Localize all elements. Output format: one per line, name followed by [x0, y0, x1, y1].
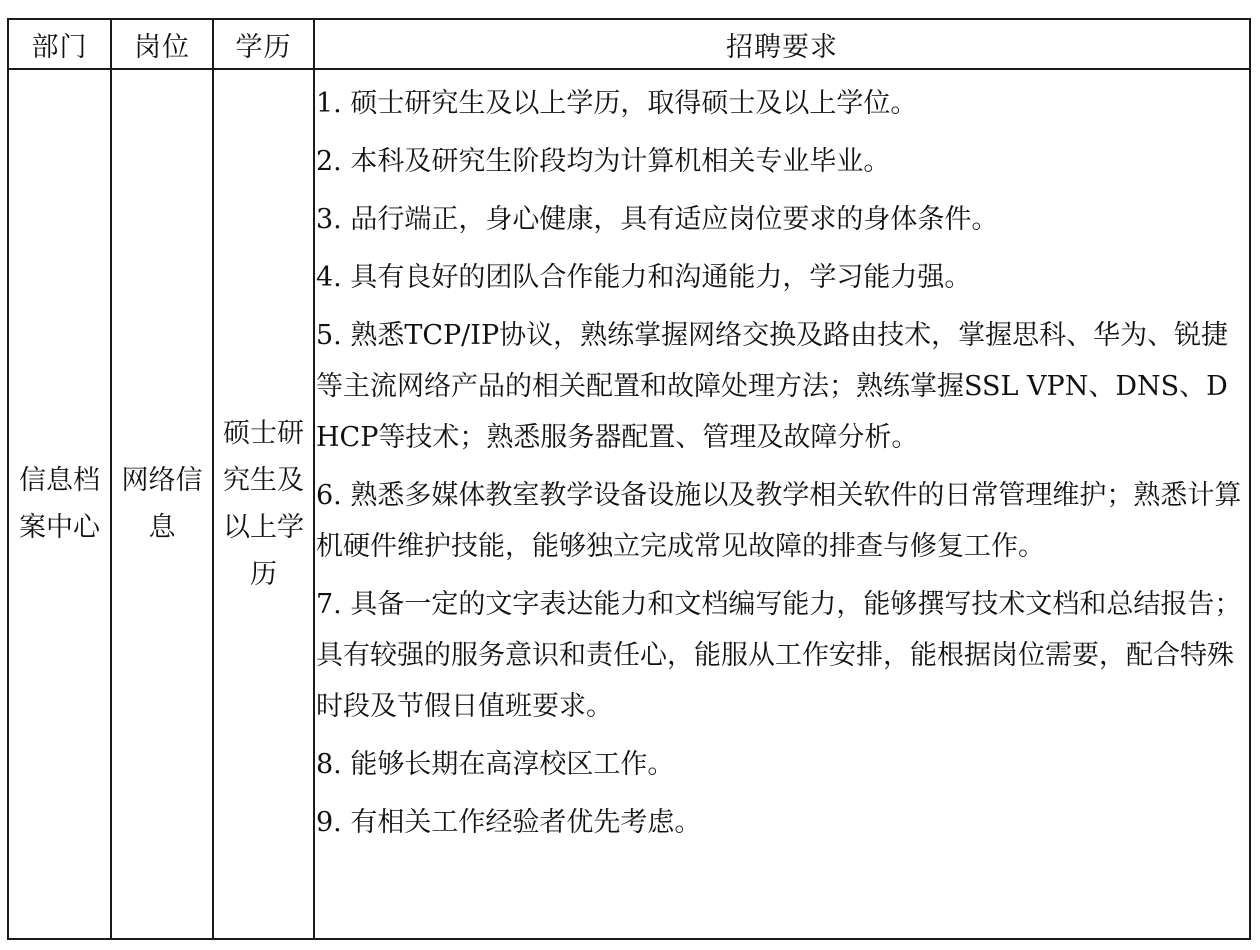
header-department: 部门: [31, 31, 88, 63]
cell-position: 网络信息: [121, 465, 203, 543]
column-divider: [313, 20, 315, 938]
cell-department: 信息档案中心: [19, 465, 100, 543]
cell-education: 硕士研究生及以上学历: [223, 418, 304, 590]
requirement-item: 5. 熟悉TCP/IP协议，熟练掌握网络交换及路由技术，掌握思科、华为、锐捷等主流网络产品的相关配置和故障处理方法；熟练掌握SSL VPN、DNS、DHCP等技术；熟悉服务器配置、管理及故障分析。: [316, 320, 1229, 453]
header-requirements: 招聘要求: [726, 31, 838, 63]
requirement-item: 1. 硕士研究生及以上学历，取得硕士及以上学位。: [316, 88, 918, 119]
requirement-item: 3. 品行端正，身心健康，具有适应岗位要求的身体条件。: [316, 204, 999, 235]
requirement-item: 6. 熟悉多媒体教室教学设备设施以及教学相关软件的日常管理维护；熟悉计算机硬件维护技能，能够独立完成常见故障的排查与修复工作。: [316, 480, 1242, 562]
requirement-item: 2. 本科及研究生阶段均为计算机相关专业毕业。: [316, 146, 891, 177]
requirement-item: 4. 具有良好的团队合作能力和沟通能力，学习能力强。: [316, 262, 972, 293]
header-position: 岗位: [134, 31, 190, 63]
requirement-item: 7. 具备一定的文字表达能力和文档编写能力，能够撰写技术文档和总结报告；具有较强的服务意识和责任心，能服从工作安排，能根据岗位需要，配合特殊时段及节假日值班要求。: [316, 589, 1242, 722]
header-education: 学历: [235, 31, 292, 63]
requirement-item: 8. 能够长期在高淳校区工作。: [316, 749, 675, 780]
requirement-item: 9. 有相关工作经验者优先考虑。: [316, 807, 702, 838]
requirements-list: [316, 78, 1242, 855]
